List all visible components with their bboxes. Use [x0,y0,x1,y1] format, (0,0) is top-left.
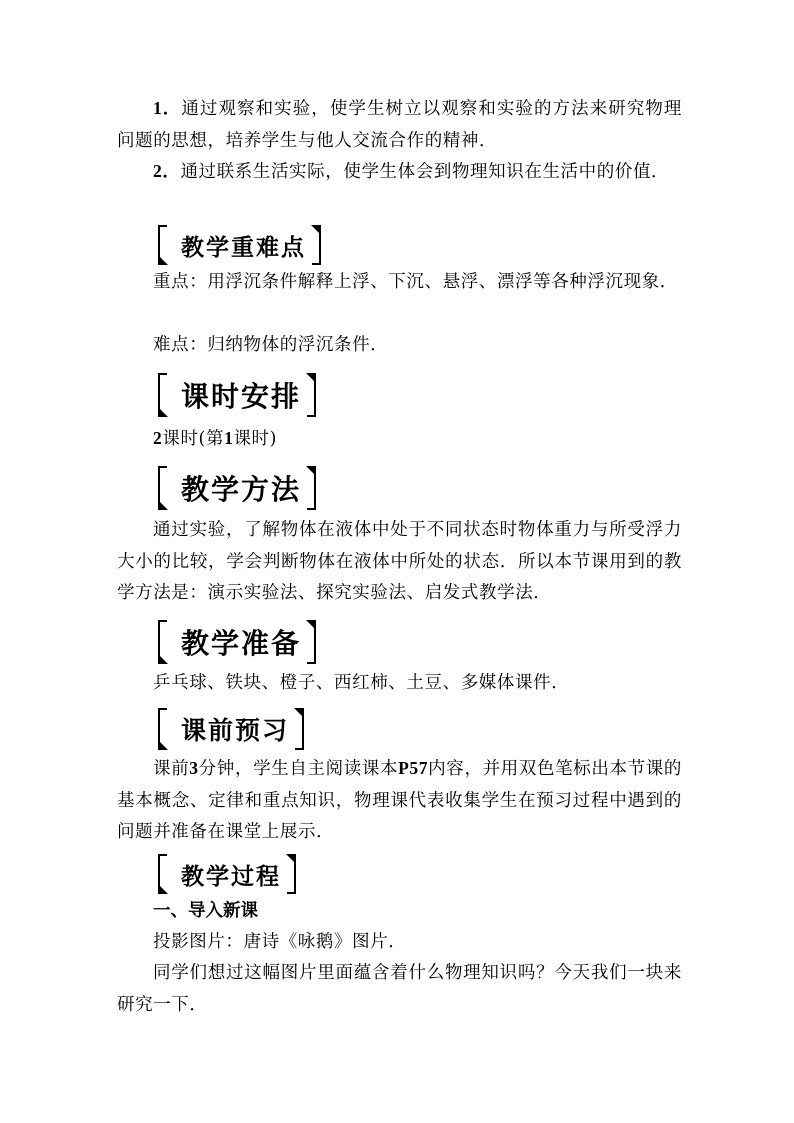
section-heading-preview [158,708,304,750]
left-bracket-icon [158,373,167,417]
section-heading-process [158,854,296,894]
section-title: 教学方法 [181,473,302,506]
goal-2-paragraph [117,156,682,189]
schedule-paragraph [117,423,682,456]
right-bracket-icon [295,708,304,750]
section-title: 课时安排 [181,380,302,413]
prep-paragraph: 乒乓球、铁块、橙子、西红柿、土豆、多媒体课件． [153,673,570,693]
section-heading-prep [158,620,316,664]
right-bracket-icon [307,466,316,510]
goal-2-number: 2． [153,161,181,181]
right-bracket-icon [307,620,316,664]
hard-point-label: 难点： [153,335,208,355]
section-heading-schedule [158,373,316,417]
left-bracket-icon [158,708,167,750]
hard-point-paragraph [117,330,682,362]
key-point-paragraph [117,267,682,299]
preview-text-b: 分钟，学生自主阅读课本 [198,759,399,779]
right-bracket-icon [312,225,321,265]
section-title: 教学准备 [181,627,302,660]
hard-point-text: 归纳物体的浮沉条件． [207,335,389,355]
section-heading-difficulty [158,225,321,265]
left-bracket-icon [158,620,167,664]
section-title: 教学重难点 [181,234,306,261]
goal-1-text: 通过观察和实验，使学生树立以观察和实验的方法来研究物理问题的思想，培养学生与他人交流合作的精神． [117,99,682,151]
left-bracket-icon [158,225,167,265]
preview-paragraph [117,753,682,849]
schedule-text-a: 课时(第 [162,429,225,449]
preview-page: P57 [398,758,429,778]
schedule-text-b: 课时) [233,429,278,449]
right-bracket-icon [287,854,296,894]
section-title: 课前预习 [181,716,290,745]
goal-1-number: 1． [153,98,182,118]
process-line-1: 投影图片：唐诗《咏鹅》图片． [153,932,407,952]
lesson-number: 1 [224,428,234,448]
lesson-count: 2 [153,428,163,448]
section-title: 教学过程 [181,863,281,890]
section-heading-method [158,466,316,510]
preview-text-a: 课前 [153,759,190,779]
goal-2-text: 通过联系生活实际，使学生体会到物理知识在生活中的价值． [180,162,670,182]
preview-text-c: 内容，并用双色笔标出本节课的基本概念、定律和重点知识，物理课代表收集学生在预习过程中遇到的问题并准备在课堂上展示． [117,759,683,842]
goal-1-paragraph [117,93,682,157]
process-line-2: 同学们想过这幅图片里面蕴含着什么物理知识吗？今天我们一块来研究一下． [117,963,682,1015]
left-bracket-icon [158,854,167,894]
key-point-text: 用浮沉条件解释上浮、下沉、悬浮、漂浮等各种浮沉现象． [207,272,678,292]
subsection-title: 一、导入新课 [153,901,258,921]
method-paragraph: 通过实验，了解物体在液体中处于不同状态时物体重力与所受浮力大小的比较，学会判断物体在液体中所处的状态．所以本节课用到的教学方法是：演示实验法、探究实验法、启发式教学法． [117,520,682,603]
key-point-label: 重点： [153,272,208,292]
preview-minutes: 3 [189,758,199,778]
right-bracket-icon [307,373,316,417]
left-bracket-icon [158,466,167,510]
